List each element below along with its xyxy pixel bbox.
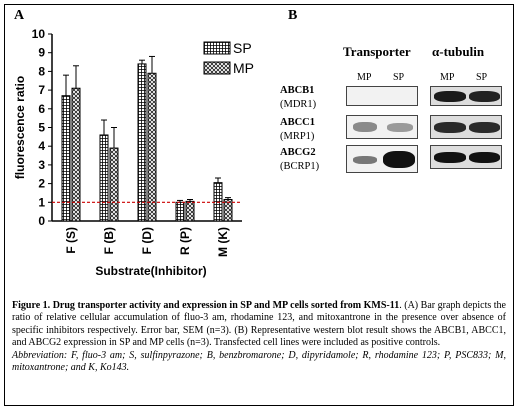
blot-strip-tubulin-1 <box>430 86 502 106</box>
bar-sp <box>138 64 146 221</box>
legend-swatch-mp <box>204 62 230 74</box>
band-tubulin-2-mp <box>434 122 466 133</box>
y-tick-label: 2 <box>38 176 45 191</box>
bar-mp <box>72 88 80 221</box>
y-tick-label: 5 <box>38 120 45 135</box>
x-axis-label: Substrate(Inhibitor) <box>95 264 207 278</box>
blot-header-transporter: Transporter <box>343 44 411 59</box>
band-tubulin-1-sp <box>469 91 500 102</box>
y-tick-label: 3 <box>38 157 45 172</box>
blot-strip-abcb1 <box>346 86 418 106</box>
band-tubulin-1-mp <box>434 91 466 102</box>
legend-swatch-sp <box>204 42 230 54</box>
lane-label-tubulin-sp: SP <box>476 72 488 83</box>
band-abcc1-sp <box>387 123 413 132</box>
band-abcg2-sp <box>383 151 415 168</box>
caption-abbreviation: Abbreviation: F, fluo-3 am; S, sulfinpyrazone; B, benzbromarone; D, dipyridamole; R, rhodamine 123; P, PSC833; M, mitoxantrone; and K, Ko143. <box>12 349 506 374</box>
x-tick-label: R (P) <box>178 227 192 255</box>
x-tick-label: F (D) <box>140 227 154 255</box>
x-tick-label: M (K) <box>216 227 230 257</box>
legend-label-sp: SP <box>233 40 252 56</box>
bar-mp <box>148 73 156 221</box>
blot-strip-abcc1 <box>346 115 418 139</box>
gene-name: ABCB1 <box>280 85 315 96</box>
y-tick-label: 9 <box>38 45 45 60</box>
blot-row-label-abcb1 <box>280 84 316 112</box>
blot-row-label-abcc1 <box>280 116 315 144</box>
protein-name: (MDR1) <box>280 99 317 110</box>
legend-label-mp: MP <box>233 60 254 76</box>
y-tick-label: 0 <box>38 214 45 228</box>
caption-body: . (A) Bar graph depicts the ratio of relative cellular accumulation of fluo-3 am, rhodamine 123, and mitoxantrone in the presence over absence of specific inhibitors respectively. Error bar, SEM (n=3). (B) Representative western blot result shows the ABCB1, ABCC1, and ABCG2 expression in SP and MP cells (n=3). Transfected cell lines were included as positive controls. <box>12 300 506 349</box>
x-tick-label: F (B) <box>102 227 116 255</box>
y-tick-label: 10 <box>31 27 45 41</box>
lane-label-transporter-sp: SP <box>393 72 405 83</box>
y-tick-label: 7 <box>38 83 45 98</box>
x-tick-label: F (S) <box>64 227 78 254</box>
y-tick-label: 1 <box>38 195 45 210</box>
gene-name: ABCG2 <box>280 147 316 158</box>
band-tubulin-2-sp <box>469 122 500 133</box>
blot-strip-abcg2 <box>346 145 418 173</box>
caption-title: Figure 1. Drug transporter activity and expression in SP and MP cells sorted from KMS-11 <box>12 300 400 311</box>
y-tick-label: 4 <box>38 139 45 154</box>
bar-mp <box>110 148 118 221</box>
bar-mp <box>186 201 194 221</box>
protein-name: (MRP1) <box>280 131 315 142</box>
gene-name: ABCC1 <box>280 117 316 128</box>
band-tubulin-3-sp <box>469 152 500 163</box>
band-tubulin-3-mp <box>434 152 466 163</box>
y-tick-label: 6 <box>38 101 45 116</box>
band-abcc1-mp <box>353 122 377 132</box>
protein-name: (BCRP1) <box>280 161 320 172</box>
y-axis-label: fluorescence ratio <box>13 75 27 180</box>
panel-label-b: B <box>288 8 298 23</box>
panel-label-a: A <box>14 8 25 23</box>
blot-strip-tubulin-2 <box>430 115 502 139</box>
bar-sp <box>176 202 184 221</box>
lane-label-transporter-mp: MP <box>357 72 372 83</box>
blot-header-tubulin: α-tubulin <box>432 44 485 59</box>
bar-sp <box>100 135 108 221</box>
blot-row-label-abcg2 <box>280 146 319 174</box>
y-tick-label: 8 <box>38 64 45 79</box>
band-abcg2-mp <box>353 156 377 164</box>
lane-label-tubulin-mp: MP <box>440 72 455 83</box>
blot-strip-tubulin-3 <box>430 145 502 169</box>
figure-caption <box>12 300 506 374</box>
